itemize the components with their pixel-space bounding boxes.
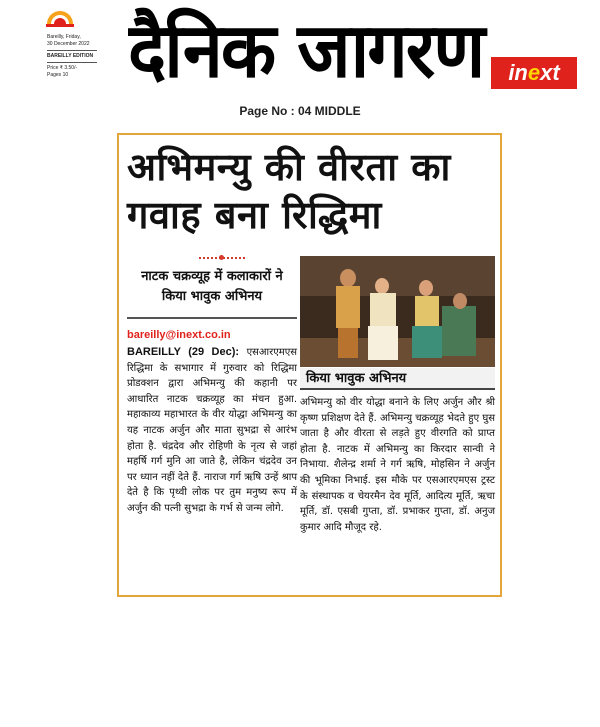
pages-label: Pages 10 (47, 72, 69, 78)
inext-logo-part1: in (508, 60, 528, 85)
subhead-divider (127, 317, 297, 319)
inext-logo-part3: xt (540, 60, 560, 85)
edition-info (47, 34, 117, 79)
article-body-right-column: अभिमन्यु को वीर योद्धा बनाने के लिए अर्जुन और श्री कृष्ण प्रशिक्षण देते हैं. अभिमन्यु चक्रव्यूह भेदते हुए घुस जाता है और वीरता से लड़ते हुए वीरगति को प्राप्त होता है. नाटक में अभिमन्यु का किरदार सान्वी ने निभाया. शैलेन्द्र शर्मा ने गर्ग ऋषि, मोहसिन ने अर्जुन की भूमिका निभाई. इस मौके पर एसआरएमएस ट्रस्ट के संस्थापक व चेयरमैन देव मूर्ति, आदित्य मूर्ति, ऋचा मूर्ति, डॉ. एसबी गुप्ता, डॉ. प्रभाकर गुप्ता, डॉ. अनुज कुमार आदि मौजूद रहे. (300, 397, 495, 533)
newspaper-title: दैनिक जागरण (128, 5, 484, 95)
article-body-left-text: एसआरएमएस रिद्धिमा के सभागार में गुरुवार को रिद्धिमा प्रोडक्शन द्वारा अभिमन्यु की कहानी पर आधारित नाटक चक्रव्यूह का मंचन हुआ. महाकाव्य महाभारत के वीर योद्धा अभिमन्यु का यह नाटक अर्जुन और माता सुभद्रा से आरंभ होता है. चंद्रदेव और रोहिणी के नृत्य से जहां महर्षि गर्ग मुनि आ जाते है, लेकिन चंद्रदेव उन पर ध्यान नहीं देते हैं. नाराज गर्ग ऋषि उन्हें श्राप देते है कि पृथ्वी लोक पर तुम मनुष्य रूप में अर्जुन की पत्नी सुभद्रा के गर्भ से जन्म लोगे. (127, 347, 297, 514)
edition-date-line1: Bareilly, Friday, (47, 34, 81, 40)
price-label: Price ₹ 3.50/- (47, 65, 78, 71)
dainik-jagran-sun-logo (44, 2, 76, 28)
reporter-email: bareilly@inext.co.in (127, 329, 231, 341)
article-body-left-column (127, 345, 297, 585)
article-frame (117, 133, 502, 597)
inext-logo (491, 57, 577, 89)
article-subhead: नाटक चक्रव्यूह में कलाकारों ने किया भावुक अभिनय (141, 269, 283, 304)
edition-date-line2: 30 December 2022 (47, 41, 90, 47)
edition-name: BAREILLY EDITION (47, 53, 94, 59)
edition-divider (47, 50, 97, 51)
photo-caption: किया भावुक अभिनय (300, 368, 495, 390)
stage-performance-photo (300, 256, 495, 367)
page-number-label: Page No : 04 MIDDLE (239, 104, 361, 118)
edition-divider-2 (47, 62, 97, 63)
inext-logo-part2: e (527, 60, 541, 85)
article-dateline: BAREILLY (29 Dec): (127, 346, 240, 358)
article-headline: अभिमन्यु की वीरता का गवाह बना रिद्धिमा (127, 145, 451, 237)
subhead-dot (219, 255, 224, 260)
